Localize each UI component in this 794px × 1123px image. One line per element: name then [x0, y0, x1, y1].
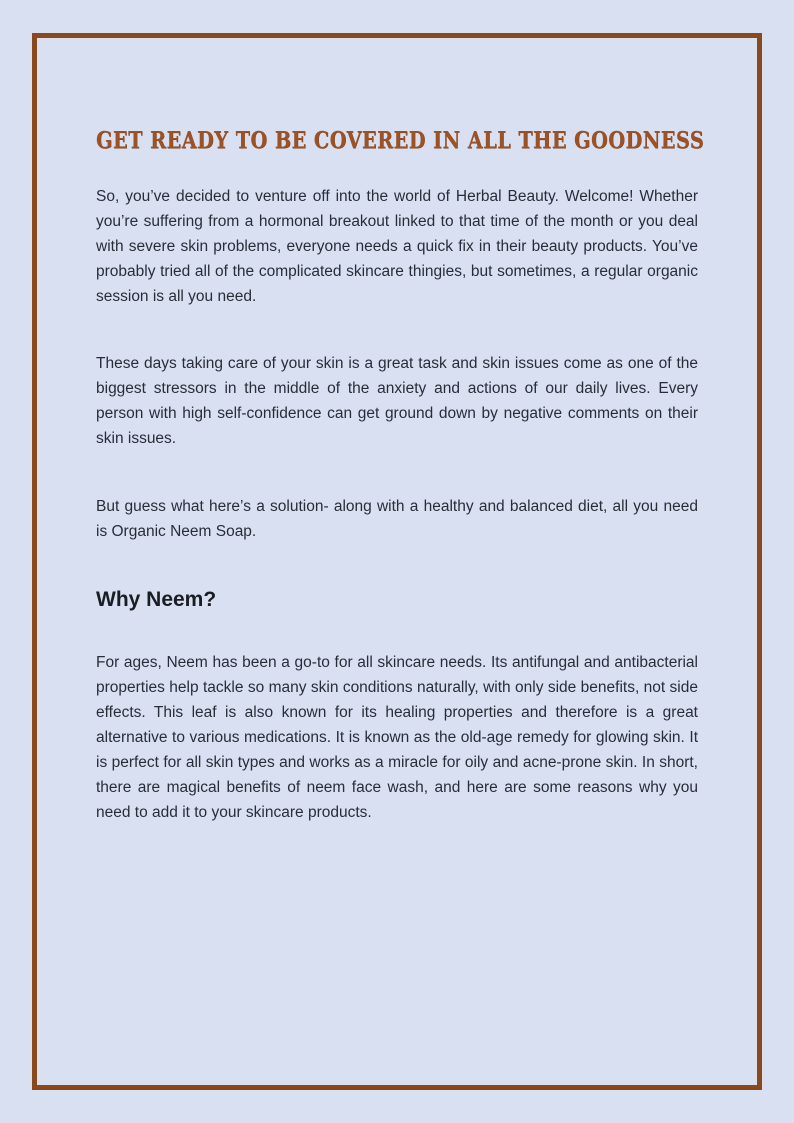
- skin-stress-paragraph: These days taking care of your skin is a great task and skin issues come as one of the biggest stressors in the middle of the anxiety and actions of our daily lives. Every person with high self-confidence can get ground down by negative comments on their skin issues.: [96, 355, 698, 447]
- page-title: GET READY TO BE COVERED IN ALL THE GOODNESS: [96, 127, 705, 155]
- document-content: [96, 0, 705, 1123]
- why-neem-paragraph: For ages, Neem has been a go-to for all skincare needs. Its antifungal and antibacterial properties help tackle so many skin conditions naturally, with only side benefits, not side effects. This leaf is also known for its healing properties and therefore is a great alternative to various medications. It is known as the old-age remedy for glowing skin. It is perfect for all skin types and works as a miracle for oily and acne-prone skin. In short, there are magical benefits of neem face wash, and here are some reasons why you need to add it to your skincare products.: [96, 654, 698, 821]
- intro-paragraph: So, you’ve decided to venture off into the world of Herbal Beauty. Welcome! Whether you’re suffering from a hormonal breakout linked to that time of the month or you deal with severe skin problems, everyone needs a quick fix in their beauty products. You’ve probably tried all of the complicated skincare thingies, but sometimes, a regular organic session is all you need.: [96, 188, 698, 305]
- solution-paragraph: But guess what here’s a solution- along with a healthy and balanced diet, all you need is Organic Neem Soap.: [96, 498, 698, 540]
- section-heading-why-neem: Why Neem?: [96, 588, 217, 611]
